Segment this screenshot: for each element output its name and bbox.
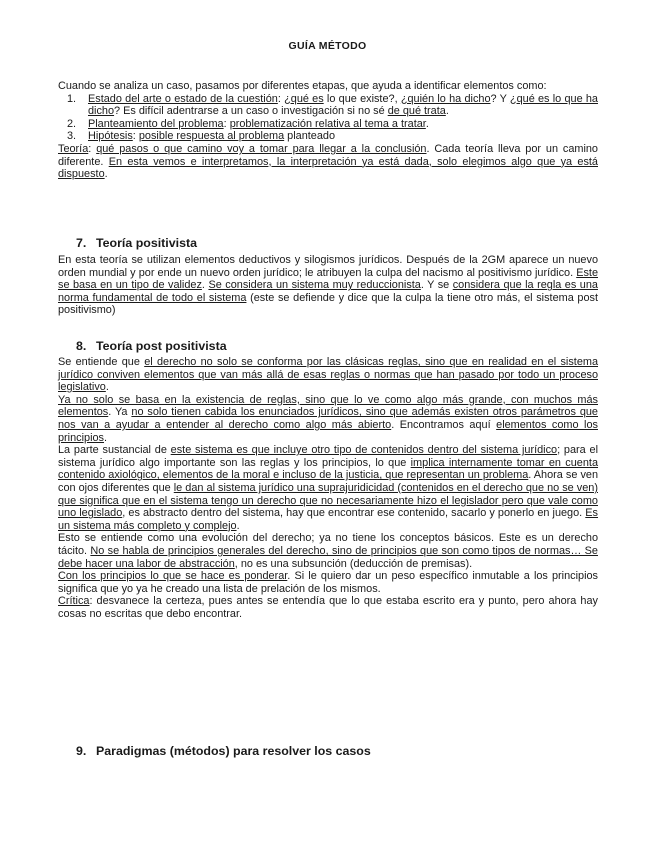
definition-span: qué pasos o que camino voy a tomar para llegar a la conclusión — [96, 142, 427, 155]
text-span: En esta teoría se utilizan elementos deductivos y silogismos jurídicos. Después de la 2GM aparece un nuevo orden mundial y por ende un nuevo orden jurídico; le atribuyen la culpa del nacismo al positivismo jurídico. — [58, 254, 598, 279]
question-que-es: ¿qué es — [284, 92, 324, 105]
text-span: Se entiende que — [58, 356, 145, 368]
term-planteamiento: Planteamiento del problema — [88, 117, 224, 130]
text-span: : — [88, 142, 97, 155]
list-item — [58, 130, 598, 143]
section-title: Teoría post positivista — [96, 339, 227, 353]
list-item-number: 2. — [67, 117, 77, 130]
intro-list — [58, 93, 598, 143]
text-span: lo que existe?, — [323, 92, 401, 105]
teoria-paragraph — [58, 143, 598, 181]
text-span: . — [104, 168, 108, 181]
highlight-span: elementos como los principios — [58, 418, 598, 444]
question-que-ha-dicho: ¿qué es lo que ha dicho — [88, 92, 598, 118]
section-title: Teoría positivista — [96, 236, 197, 250]
text-span: : desvanece la certeza, pues antes se entendía que lo que estaba escrito era y punto, pero ahora hay cosas no escritas que debo encontrar. — [58, 595, 598, 620]
text-span: La parte sustancial de — [58, 444, 171, 457]
list-item-number: 3. — [67, 130, 77, 143]
text-span: , es abstracto dentro del sistema, hay que encontrar ese contenido, sacarlo y ponerlo en juego. — [122, 507, 586, 520]
text-span: ? Y — [490, 92, 510, 105]
text-span: , no es una subsunción (deducción de premisas). — [234, 557, 473, 570]
highlight-span: le dan al sistema jurídico una suprajuridicidad (contenidos en el derecho que no se ven) que significa que en el sistema tengo un derecho que no necesariamente hizo el legislador pero que vale como uno legislado — [58, 481, 598, 520]
term-hipotesis: Hipótesis — [88, 130, 133, 143]
question-quien: ¿quién lo ha dicho — [400, 92, 491, 105]
text-span: . Si le quiero dar un peso específico inmutable a los principios significa que yo ya he creado una lista de prelación de los mismos. — [58, 570, 599, 595]
definition-span: posible respuesta al problema — [138, 130, 285, 143]
text-span: . Encontramos aquí — [391, 418, 497, 431]
highlight-span: este sistema es que incluye otro tipo de contenidos dentro del sistema jurídico — [170, 444, 558, 457]
section-7-heading — [76, 237, 197, 250]
text-span: (este se defiende y dice que la culpa la tiene otro más, el sistema post positivismo) — [58, 291, 598, 317]
text-span: ; para el sistema jurídico algo importante son las reglas y los principios, lo que — [58, 444, 598, 469]
text-span: . Y se — [420, 279, 453, 292]
definition-span: problematización relativa al tema a tratar — [229, 117, 426, 130]
text-span: Esto se entiende como una evolución del derecho; ya no tiene los conceptos básicos. Este es un derecho tácito. — [58, 532, 598, 557]
text-span: . — [425, 117, 429, 130]
paragraph — [58, 532, 598, 570]
highlight-span: En esta vemos e interpretamos, la interpretación ya está dada, solo elegimos algo que ya está dispuesto — [58, 155, 598, 181]
highlight-span: Es un sistema más completo y complejo — [58, 507, 599, 532]
section-8-body — [58, 356, 598, 620]
text-span: . — [104, 431, 108, 444]
text-span: . Ya — [108, 406, 132, 419]
question-de-que-trata: de qué trata — [387, 105, 446, 118]
highlight-span: Se considera un sistema muy reduccionista — [208, 279, 421, 292]
term-estado-del-arte: Estado del arte o estado de la cuestión — [88, 92, 278, 105]
section-number: 9. — [76, 744, 87, 758]
text-span: . — [445, 105, 449, 118]
list-item — [58, 93, 598, 118]
list-item-number: 1. — [67, 92, 77, 105]
text-span: . Ahora se ven con ojos diferentes que — [58, 469, 599, 494]
text-span: planteado — [284, 130, 336, 143]
text-span: : — [277, 92, 285, 105]
text-span: . — [201, 279, 209, 292]
text-span: ? Es difícil adentrarse a un caso o investigación si no sé — [114, 105, 388, 118]
section-number: 7. — [76, 236, 87, 250]
highlight-span: No se habla de principios generales del derecho, sino de principios que son como tipos de normas… Se debe hacer una labor de abstracción — [58, 544, 598, 570]
text-span: . — [236, 519, 240, 532]
paragraph — [58, 595, 598, 620]
text-span: . — [105, 381, 109, 394]
list-item — [58, 118, 598, 131]
text-span: . Cada teoría lleva por un camino diferente. — [58, 142, 598, 168]
highlight-span: implica internamente tomar en cuenta contenido axiológico, elementos de la moral e incluso de la justicia, que representan un problema — [58, 456, 599, 482]
paragraph — [58, 570, 598, 595]
highlight-span: considera que la regla es una norma fundamental de todo el sistema — [58, 279, 598, 304]
highlight-span: Ya no solo se basa en la existencia de reglas, sino que lo ve como algo más grande, con muchos más elementos — [58, 393, 598, 419]
highlight-span: no solo tienen cabida los enunciados jurídicos, sino que además existen otros parámetros que nos van a ayudar a entender al derecho como algo más abierto — [58, 406, 598, 431]
text-span: : — [223, 117, 230, 130]
section-9-heading — [76, 745, 371, 758]
paragraph — [58, 444, 598, 532]
term-critica: Crítica — [58, 595, 90, 608]
section-title: Paradigmas (métodos) para resolver los casos — [96, 744, 371, 758]
intro-block — [58, 80, 598, 181]
text-span: : — [132, 130, 139, 143]
section-8-heading — [76, 340, 227, 353]
highlight-span: el derecho no solo se conforma por las clásicas reglas, sino que en realidad en el sistema jurídico conviven elementos que van más allá de esas reglas o normas que han pasado por todo un proceso legislativo — [58, 356, 599, 394]
highlight-span: Este se basa en un tipo de validez — [58, 266, 598, 292]
section-number: 8. — [76, 339, 87, 353]
term-teoria: Teoría — [58, 142, 89, 155]
paragraph — [58, 394, 598, 444]
intro-lead: Cuando se analiza un caso, pasamos por diferentes etapas, que ayuda a identificar elementos como: — [58, 80, 547, 92]
section-7-paragraph — [58, 254, 598, 317]
paragraph — [58, 356, 598, 394]
page-title: GUÍA MÉTODO — [288, 40, 367, 52]
highlight-span: Con los principios lo que se hace es ponderar — [58, 570, 288, 583]
